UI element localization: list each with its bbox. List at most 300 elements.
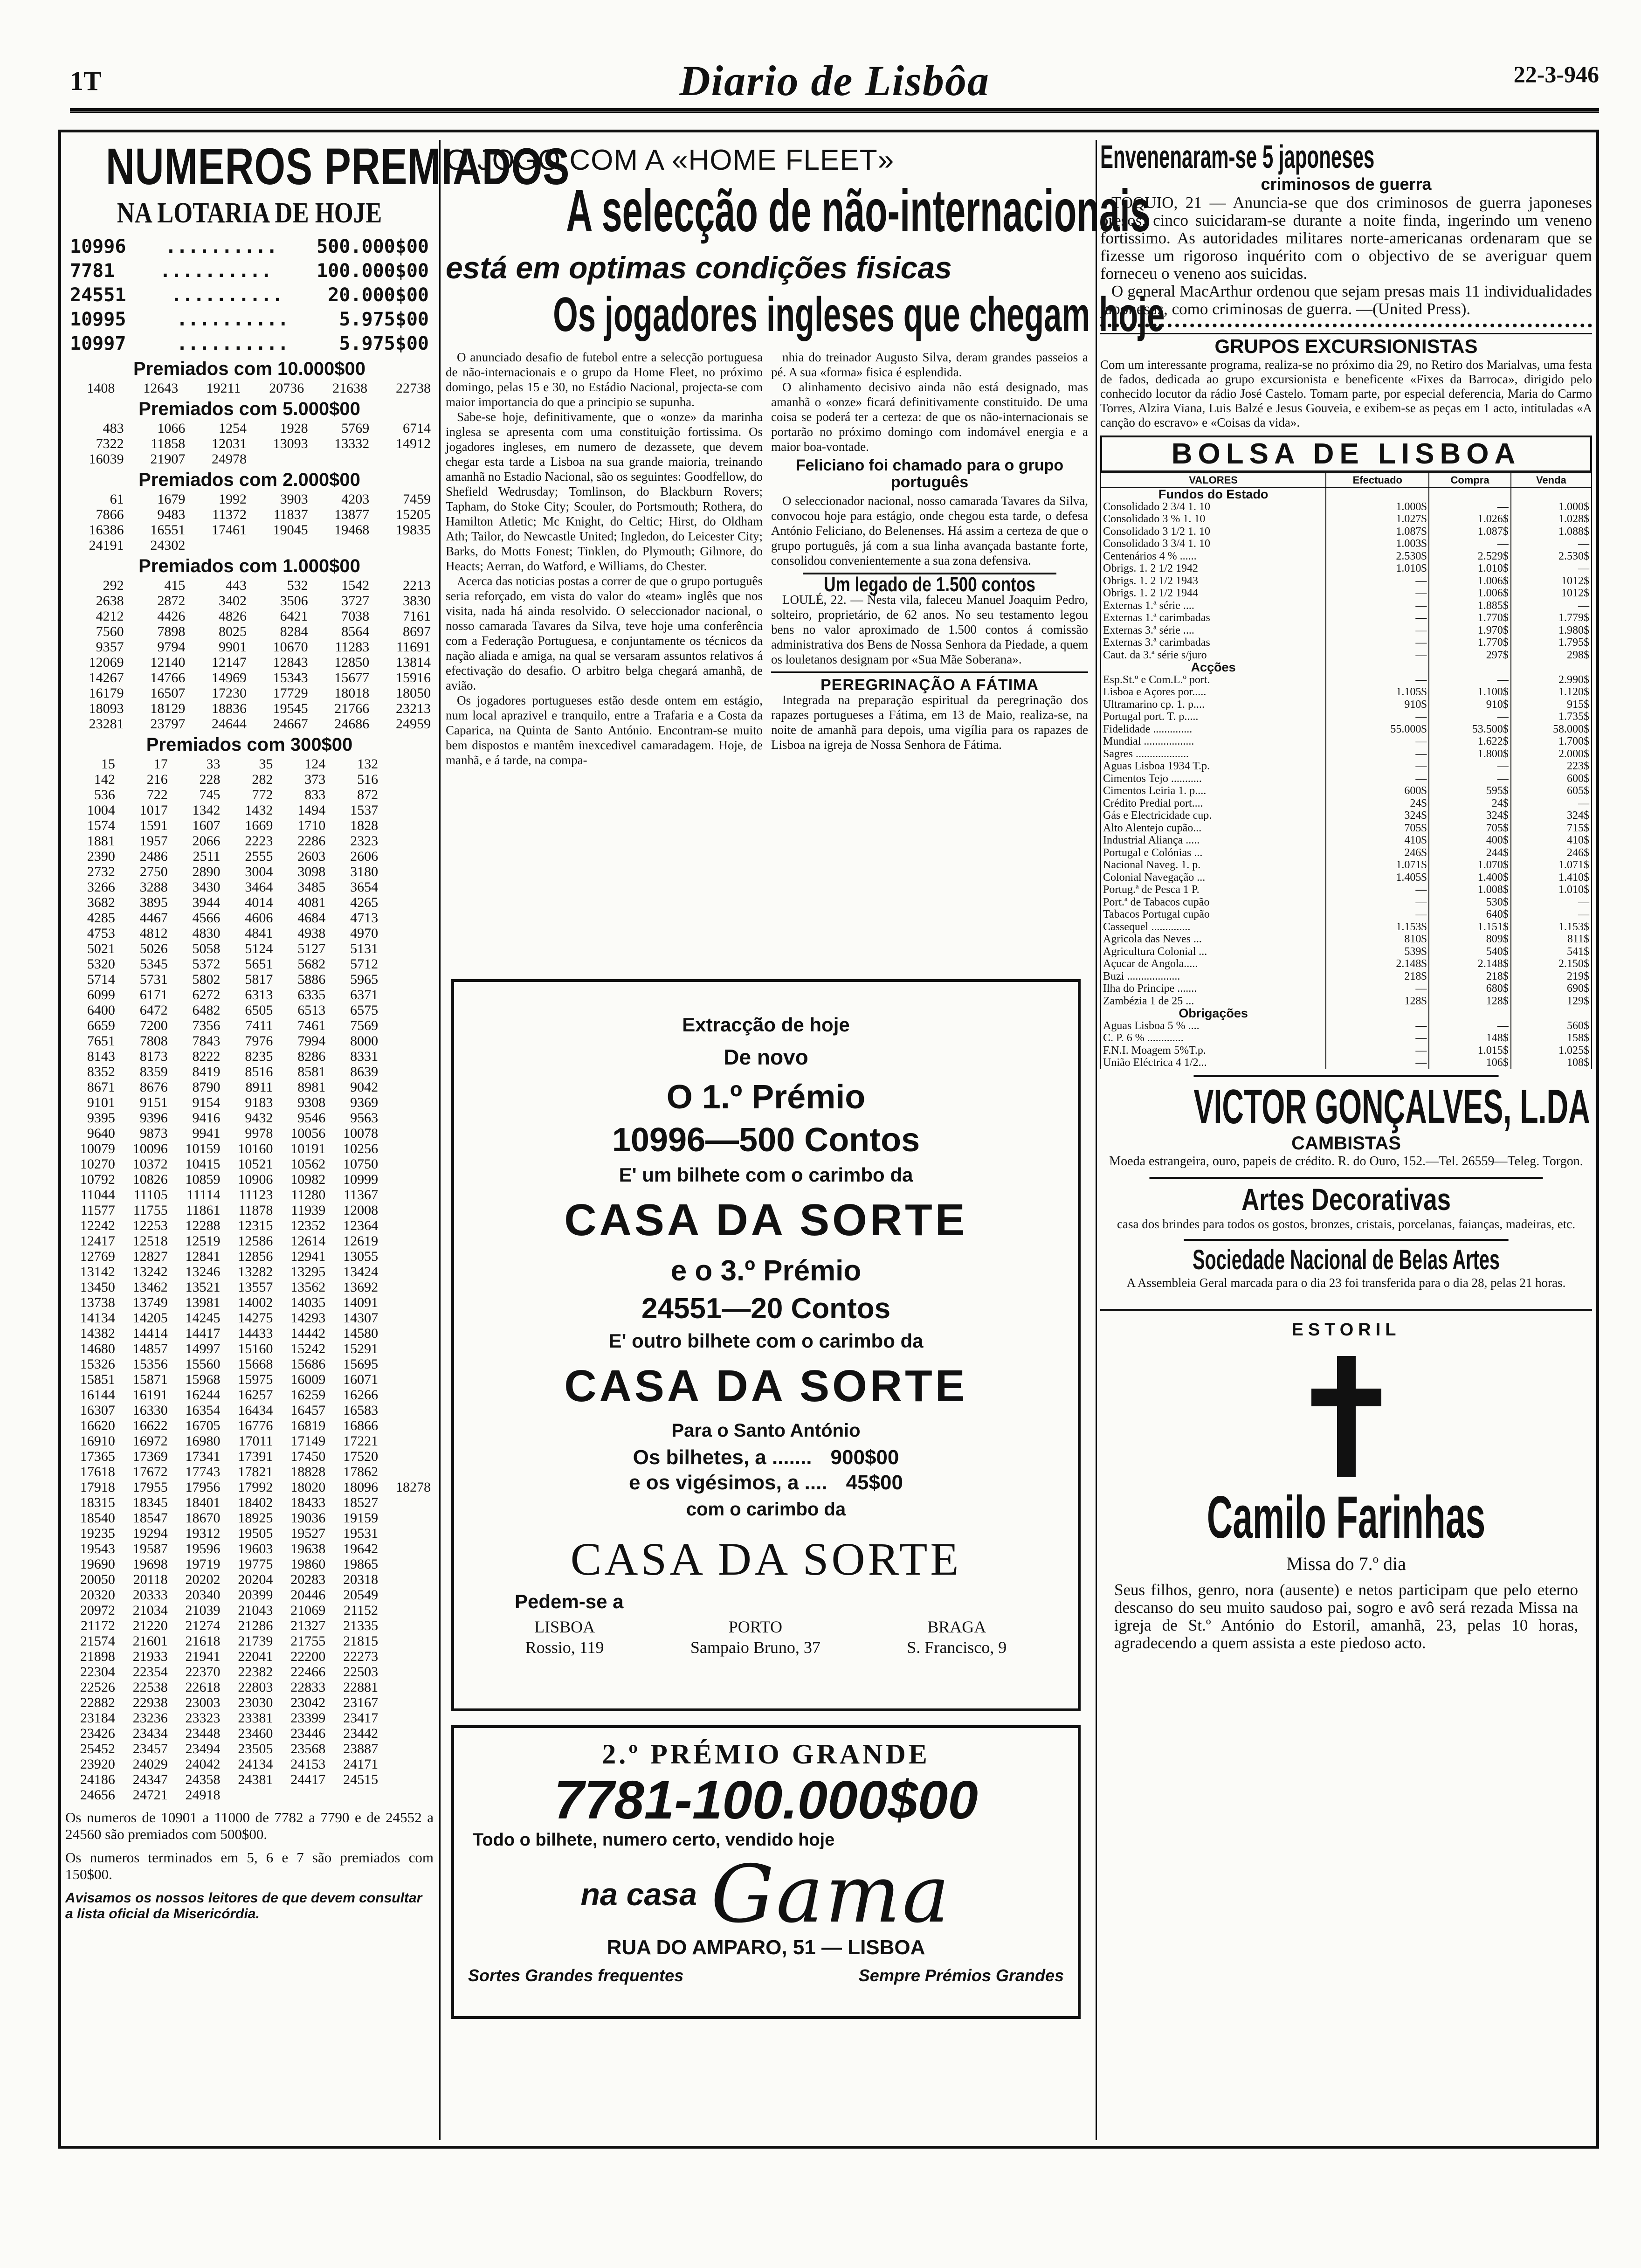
prize-number: 18096	[343, 1479, 379, 1495]
price-cell: —	[1326, 600, 1429, 612]
table-row	[1101, 995, 1592, 1008]
paragraph: Com um interessante programa, realiza-se no próximo dia 29, no Retiro dos Marialvas, uma festa de fados, dedicada ao grupo excursionista e beneficente «Fixes da Barroca», dirigido pelo conhecido locutor da rádio José Castelo. Tomam parte, por especial deferencia, Maria do Carmo Torres, Alzira Viana, Luis Balzé e Jesus Gouveia, e exibem-se as peças em 1 acto, intituladas «A canção do escravo» e «Coisas da vida».	[1100, 357, 1592, 429]
price-cell: 128$	[1326, 995, 1429, 1008]
prize-number: 132	[357, 756, 379, 772]
prize-number: 16866	[343, 1418, 379, 1433]
prize-number: 23003	[185, 1694, 221, 1710]
prize-number: 9183	[245, 1094, 273, 1110]
prize-number: 11939	[291, 1202, 326, 1218]
price-cell: 1.000$	[1511, 501, 1592, 513]
prize-number: 12643	[143, 380, 179, 396]
table-row	[65, 421, 434, 436]
table-row	[1101, 785, 1592, 797]
prize-number: 14035	[290, 1294, 326, 1310]
prize-number: 19531	[343, 1525, 379, 1541]
prize-number: 10159	[185, 1141, 221, 1156]
prize-number: 14002	[238, 1294, 273, 1310]
table-row	[1101, 908, 1592, 921]
prize-number: 24721	[132, 1787, 168, 1803]
empty-cell	[1511, 661, 1592, 674]
prize-number	[223, 1787, 276, 1803]
prize-number: 23887	[343, 1741, 379, 1756]
security-name: Centenários 4 % ......	[1101, 550, 1326, 563]
prize-number: 8000	[350, 1033, 379, 1049]
prize-number: 5682	[297, 956, 326, 972]
prize-number: 16620	[80, 1418, 115, 1433]
price-cell: 540$	[1429, 946, 1510, 958]
prize-number: 10859	[185, 1171, 221, 1187]
section-headline: GRUPOS EXCURSIONISTAS	[1100, 333, 1592, 358]
table-row	[1101, 1020, 1592, 1032]
table-row	[65, 624, 434, 639]
table-row	[1101, 550, 1592, 563]
prize-number: 8025	[218, 623, 247, 639]
prize-number: 22938	[132, 1694, 168, 1710]
table-row	[1101, 760, 1592, 773]
security-name: Externas 1.ª carimbadas	[1101, 612, 1326, 624]
prize-number: 16819	[290, 1418, 326, 1433]
prize-number: 14997	[185, 1341, 221, 1356]
prize-number: 2323	[350, 833, 379, 849]
prize-number: 24551	[70, 284, 126, 306]
price-cell: 219$	[1511, 970, 1592, 983]
table-row	[65, 1049, 434, 1064]
price-cell: 55.000$	[1326, 723, 1429, 736]
prize-number: 25452	[80, 1741, 115, 1756]
prize-number: 23281	[89, 716, 124, 732]
prize-number: 8352	[87, 1064, 115, 1079]
prize-number: 23236	[132, 1710, 168, 1726]
prize-number: 12519	[185, 1233, 221, 1249]
prize-number: 24191	[89, 537, 124, 553]
table-row	[1101, 933, 1592, 946]
stock-table	[1100, 472, 1592, 1069]
prize-number: 1494	[297, 802, 326, 818]
prize-number: 3266	[87, 879, 115, 895]
price-cell: 680$	[1429, 982, 1510, 995]
security-name: Gás e Electricidade cup.	[1101, 809, 1326, 822]
ad-title: 2.º PRÉMIO GRANDE	[602, 1739, 930, 1770]
price-cell: —	[1429, 1020, 1510, 1032]
prize-number: 2890	[192, 864, 221, 879]
city-name: BRAGA	[927, 1618, 986, 1636]
prize-number: 10415	[185, 1156, 221, 1172]
table-row	[65, 1233, 434, 1249]
price-cell: 1.010$	[1511, 884, 1592, 896]
prize-number: 8419	[192, 1064, 221, 1079]
price-cell: 560$	[1511, 1020, 1592, 1032]
prize-number: 8911	[245, 1079, 273, 1095]
prize-number: 12008	[343, 1202, 379, 1218]
prize-number: 1710	[297, 817, 326, 833]
prize-number: 21274	[185, 1618, 221, 1633]
price-cell: 410$	[1511, 834, 1592, 847]
prize-number	[276, 1787, 328, 1803]
page-number: 1T	[70, 66, 102, 96]
security-name: Consolidado 2 3/4 1. 10	[1101, 501, 1326, 513]
prize-number: 8981	[297, 1079, 326, 1095]
prize-number: 18433	[290, 1494, 326, 1510]
prize-number: 8516	[245, 1064, 273, 1079]
prize-number: 12031	[211, 436, 247, 451]
price-cell: 595$	[1429, 785, 1510, 797]
prize-number: 8286	[297, 1048, 326, 1064]
prize-number: 23042	[290, 1694, 326, 1710]
table-row	[65, 1403, 434, 1418]
empty-cell	[1429, 661, 1510, 674]
price-cell: 53.500$	[1429, 723, 1510, 736]
prize-number: 2213	[403, 577, 431, 593]
table-row	[1101, 735, 1592, 748]
table-row	[65, 1433, 434, 1449]
prize-number: 7976	[245, 1033, 273, 1049]
price-cell: —	[1326, 624, 1429, 637]
price-cell: 324$	[1326, 809, 1429, 822]
prize-number: 10096	[132, 1141, 168, 1156]
prize-amount: 5.975$00	[339, 332, 429, 354]
ad-line: Pedem-se a	[515, 1590, 624, 1612]
prize-number: 2603	[297, 848, 326, 864]
prize-number: 21815	[343, 1633, 379, 1649]
table-row	[65, 1556, 434, 1572]
price-cell: 1.980$	[1511, 624, 1592, 637]
table-row	[65, 1064, 434, 1079]
table-row	[1101, 513, 1592, 526]
prize-number: 9416	[192, 1110, 221, 1126]
prize-number: 16551	[150, 522, 186, 538]
price-cell: 1.003$	[1326, 538, 1429, 550]
prize-number: 18401	[185, 1494, 221, 1510]
prize-number: 4713	[350, 910, 379, 926]
column-header: Efectuado	[1326, 473, 1429, 488]
table-row	[1101, 624, 1592, 637]
prize-number: 11367	[344, 1187, 379, 1203]
legado-headline: Um legado de 1.500 contos	[803, 573, 1056, 592]
prize-number: 18925	[238, 1510, 273, 1526]
ad-line: na casa	[580, 1876, 697, 1912]
price-cell: 2.000$	[1511, 748, 1592, 761]
prize-number: 872	[357, 787, 379, 802]
column-header: VALORES	[1101, 473, 1326, 488]
prize-number: 18547	[132, 1510, 168, 1526]
price-cell: 1.026$	[1429, 513, 1510, 526]
prize-number: 4841	[245, 925, 273, 941]
prize-number: 22738	[396, 380, 431, 396]
prize-number: 2732	[87, 864, 115, 879]
prize-number: 16257	[238, 1387, 273, 1403]
prize-number: 21172	[80, 1618, 115, 1633]
table-row	[65, 1664, 434, 1680]
price-cell: 910$	[1326, 698, 1429, 711]
street-address: Rossio, 119	[525, 1638, 604, 1657]
prize-number: 20340	[185, 1587, 221, 1603]
table-row	[65, 895, 434, 910]
prize-number: 12619	[343, 1233, 379, 1249]
price-cell: —	[1326, 1057, 1429, 1069]
security-name: Aguas Lisboa 5 % ....	[1101, 1020, 1326, 1032]
paragraph: Sabe-se hoje, definitivamente, que o «onze» da marinha inglesa se apresenta com uma constituição fortissima. Os jogadores ingleses, em numero de dezassete, que devem chegar esta tarde a Lisboa na sua grande maioria, treinando amanhã no Estadio Nacional, são os seguintes: Goodfellow, do Shefield Wedrusday; Tomlinson, do Blackburn Rovers; Tapham, do Stoke City; Scouler, do Portsmouth; Rothera, do Hamilton Atletic; Mc Knight, do Celtic; Hirst, do Oldham Ath; Tailor, do Newcastle United; Ingledon, do Leicester City; Barks, do Motts Fonest; Tinklen, do Plymouth; Gilmore, do Heacts; Aerran, do Watford, e Williams, do Chester.	[446, 409, 763, 573]
prize-line	[65, 283, 434, 307]
article-headline: A selecção de não-internacionais	[566, 178, 1151, 244]
price-cell: 1.070$	[1429, 859, 1510, 871]
table-row	[65, 716, 434, 732]
ad-brand: CASA DA SORTE	[564, 1195, 968, 1245]
prize-number: 19865	[343, 1556, 379, 1572]
prize-number: 18050	[396, 685, 431, 701]
price-cell: 539$	[1326, 946, 1429, 958]
table-row	[65, 849, 434, 864]
prize-number: 5345	[139, 956, 168, 972]
prize-number: 16705	[185, 1418, 221, 1433]
table-row	[65, 1110, 434, 1126]
price-cell: 810$	[1326, 933, 1429, 946]
prize-number: 10270	[80, 1156, 115, 1172]
prize-number: 9151	[139, 1094, 168, 1110]
column-divider	[1096, 140, 1097, 2140]
prize-number: 17391	[238, 1448, 273, 1464]
table-row	[65, 879, 434, 895]
table-row	[65, 787, 434, 802]
prize-numbers-table	[65, 756, 434, 1803]
price-cell: 1.622$	[1429, 735, 1510, 748]
prize-number: 17365	[80, 1448, 115, 1464]
table-row	[65, 972, 434, 987]
prize-number: 142	[94, 771, 115, 787]
prize-number: 10056	[290, 1125, 326, 1141]
table-row	[65, 1264, 434, 1279]
price-cell: —	[1326, 1044, 1429, 1057]
prize-number: 833	[304, 787, 326, 802]
prize-number: 1254	[218, 420, 247, 436]
prize-number: 17821	[238, 1464, 273, 1480]
prize-number: 2750	[139, 864, 168, 879]
divider	[1100, 324, 1592, 327]
price-cell: 1.010$	[1429, 562, 1510, 575]
price-cell: —	[1326, 760, 1429, 773]
table-row	[1101, 1044, 1592, 1057]
prize-number: 14680	[80, 1341, 115, 1356]
lottery-note: Os numeros terminados em 5, 6 e 7 são premiados com 150$00.	[65, 1849, 434, 1882]
prize-number: 16039	[89, 451, 124, 467]
prize-number: 10160	[238, 1141, 273, 1156]
ad-tagline: Sortes Grandes frequentes	[468, 1965, 684, 1985]
article-body	[443, 350, 1091, 768]
prize-number: 22466	[290, 1664, 326, 1680]
security-name: Crédito Predial port....	[1101, 797, 1326, 810]
prize-number	[372, 538, 434, 553]
prize-number: 23030	[238, 1694, 273, 1710]
prize-number: 16307	[80, 1402, 115, 1418]
empty-cell	[1326, 661, 1429, 674]
ad-line: E' outro bilhete com o carimbo da	[608, 1330, 924, 1352]
paragraph: Integrada na preparação espiritual da peregrinação dos rapazes portugueses a Fátima, em 13 de Maio, realiza-se, na noite de amanhã para depois, uma vigília para os rapazes de Lisboa na igreja de Nossa Senhora de Fátima.	[771, 692, 1088, 752]
price-cell: —	[1511, 562, 1592, 575]
street-address: Sampaio Bruno, 37	[690, 1638, 820, 1657]
prize-number: 12352	[290, 1217, 326, 1233]
prize-number: 6371	[350, 987, 379, 1003]
table-row	[65, 1003, 434, 1018]
prize-number: 12941	[290, 1248, 326, 1264]
paragraph: O seleccionador nacional, nosso camarada Tavares da Silva, convocou hoje para estágio, onde chegou esta tarde, o defesa António Feliciano, do Belenenses. Há assim a certeza de que o grupo português, já com a sua linha avançada bastante forte, consolidou convenientemente a sua zona defensiva.	[771, 493, 1088, 567]
prize-number: 4285	[87, 910, 115, 926]
prize-number: 1881	[87, 833, 115, 849]
prize-number: 9396	[139, 1110, 168, 1126]
prize-number: 3430	[192, 879, 221, 895]
prize-number: 10256	[343, 1141, 379, 1156]
prize-number: 19587	[132, 1541, 168, 1556]
prize-number: 61	[110, 491, 124, 507]
prize-number: 3727	[341, 593, 370, 608]
article-column	[446, 350, 763, 768]
table-row	[1101, 834, 1592, 847]
table-row	[65, 1756, 434, 1772]
table-row	[1101, 526, 1592, 538]
prize-number: 24347	[132, 1771, 168, 1787]
article-column	[771, 350, 1088, 768]
table-row	[65, 926, 434, 941]
prize-number: 14275	[238, 1310, 273, 1326]
ad-line: 10996—500 Contos	[612, 1121, 920, 1159]
prize-number: 21601	[132, 1633, 168, 1649]
prize-number: 3098	[297, 864, 326, 879]
prize-number: 4426	[157, 608, 186, 624]
cross-icon	[1311, 1356, 1381, 1477]
price-cell: 1.770$	[1429, 636, 1510, 649]
prize-number: 1537	[350, 802, 379, 818]
prize-number: 18093	[89, 700, 124, 716]
street-address: S. Francisco, 9	[907, 1638, 1007, 1657]
table-row	[65, 1603, 434, 1618]
price-cell: 298$	[1511, 649, 1592, 662]
security-name: Consolidado 3 3/4 1. 10	[1101, 538, 1326, 550]
ad-prize-number: 7781-100.000$00	[554, 1770, 978, 1830]
prize-number: 21618	[185, 1633, 221, 1649]
prize-number	[188, 538, 249, 553]
price-cell: 2.148$	[1429, 958, 1510, 970]
prize-number: 13242	[132, 1264, 168, 1279]
table-row	[65, 451, 434, 467]
prize-number: 23323	[185, 1710, 221, 1726]
prize-number: 19835	[396, 522, 431, 538]
prize-number: 7808	[139, 1033, 168, 1049]
price-cell: —	[1326, 884, 1429, 896]
prize-number: 21034	[132, 1602, 168, 1618]
prize-number: 21220	[132, 1618, 168, 1633]
price-cell: 218$	[1429, 970, 1510, 983]
prize-number: 9941	[192, 1125, 221, 1141]
article-body	[1100, 194, 1592, 318]
masthead: Diario de Lisbôa	[679, 57, 990, 104]
prize-dots: ..........	[176, 332, 289, 354]
price-cell: 129$	[1511, 995, 1592, 1008]
prize-group-label: Premiados com 2.000$00	[138, 469, 360, 490]
prize-number: 21907	[150, 451, 186, 467]
price-cell: 1.087$	[1326, 526, 1429, 538]
prize-number: 16009	[290, 1371, 326, 1387]
price-cell: 148$	[1429, 1032, 1510, 1044]
security-name: Aguas Lisboa 1934 T.p.	[1101, 760, 1326, 773]
prize-number: 8143	[87, 1048, 115, 1064]
security-name: União Eléctrica 4 1/2...	[1101, 1057, 1326, 1069]
prize-number: 1957	[139, 833, 168, 849]
prize-number: 7651	[87, 1033, 115, 1049]
security-name: Ilha do Principe .......	[1101, 982, 1326, 995]
table-row	[1101, 612, 1592, 624]
table-row	[1101, 649, 1592, 662]
prize-number: 12315	[238, 1217, 273, 1233]
prize-number: 19860	[290, 1556, 326, 1572]
prize-number: 14245	[185, 1310, 221, 1326]
table-row	[1101, 698, 1592, 711]
prize-number: 22354	[132, 1664, 168, 1680]
prize-number: 9395	[87, 1110, 115, 1126]
prize-number: 14912	[396, 436, 431, 451]
security-name: Caut. da 3.ª série s/juro	[1101, 649, 1326, 662]
ad-tagline: Sempre Prémios Grandes	[858, 1965, 1064, 1985]
prize-number: 23568	[290, 1741, 326, 1756]
prize-number: 20320	[80, 1587, 115, 1603]
prize-number: 1004	[87, 802, 115, 818]
prize-number: 24358	[185, 1771, 221, 1787]
prize-number: 23184	[80, 1710, 115, 1726]
price-cell: 1.006$	[1429, 587, 1510, 600]
ad-line: De novo	[724, 1045, 808, 1069]
prize-number: 23167	[343, 1694, 379, 1710]
prize-number: 24381	[238, 1771, 273, 1787]
column-divider	[439, 140, 441, 2140]
price-cell: —	[1429, 711, 1510, 723]
table-row	[65, 1326, 434, 1341]
prize-number: 2486	[139, 848, 168, 864]
price-cell: —	[1326, 674, 1429, 686]
prize-number: 9901	[218, 639, 247, 655]
prize-number: 7843	[192, 1033, 221, 1049]
price-cell: 1.120$	[1511, 686, 1592, 698]
prize-number: 16507	[150, 685, 186, 701]
price-cell: 705$	[1326, 822, 1429, 835]
prize-number: 2511	[193, 848, 221, 864]
prize-number: 4203	[341, 491, 370, 507]
paragraph: O general MacArthur ordenou que sejam presas mais 11 individualidades japonesas, como criminosas de guerra. —(United Press).	[1100, 282, 1592, 318]
prize-number: 8359	[139, 1064, 168, 1079]
prize-number: 15871	[132, 1371, 168, 1387]
table-row	[65, 1079, 434, 1095]
prize-number: 5886	[297, 971, 326, 987]
prize-number: 12841	[185, 1248, 221, 1264]
ad-line: Para o Santo António	[671, 1420, 861, 1441]
article-headline-secondary: Os jogadores ingleses que chegam hoje	[553, 288, 1165, 342]
table-row	[1101, 600, 1592, 612]
prize-number: 10750	[343, 1156, 379, 1172]
prize-number: 12614	[290, 1233, 326, 1249]
prize-number: 12586	[238, 1233, 273, 1249]
prize-number: 8235	[245, 1048, 273, 1064]
price-label: e os vigésimos, a ....	[629, 1471, 827, 1494]
prize-number: 14293	[290, 1310, 326, 1326]
table-row	[1101, 797, 1592, 810]
prize-number: 18402	[238, 1494, 273, 1510]
table-row	[1101, 711, 1592, 723]
prize-number: 1542	[341, 577, 370, 593]
prize-number: 17918	[80, 1479, 115, 1495]
table-row	[65, 1787, 434, 1803]
prize-number: 7560	[96, 623, 124, 639]
prize-number: 12364	[343, 1217, 379, 1233]
price-cell: 1.071$	[1511, 859, 1592, 871]
prize-number: 12147	[211, 654, 247, 670]
prize-number: 9357	[96, 639, 124, 655]
price-cell: 915$	[1511, 698, 1592, 711]
